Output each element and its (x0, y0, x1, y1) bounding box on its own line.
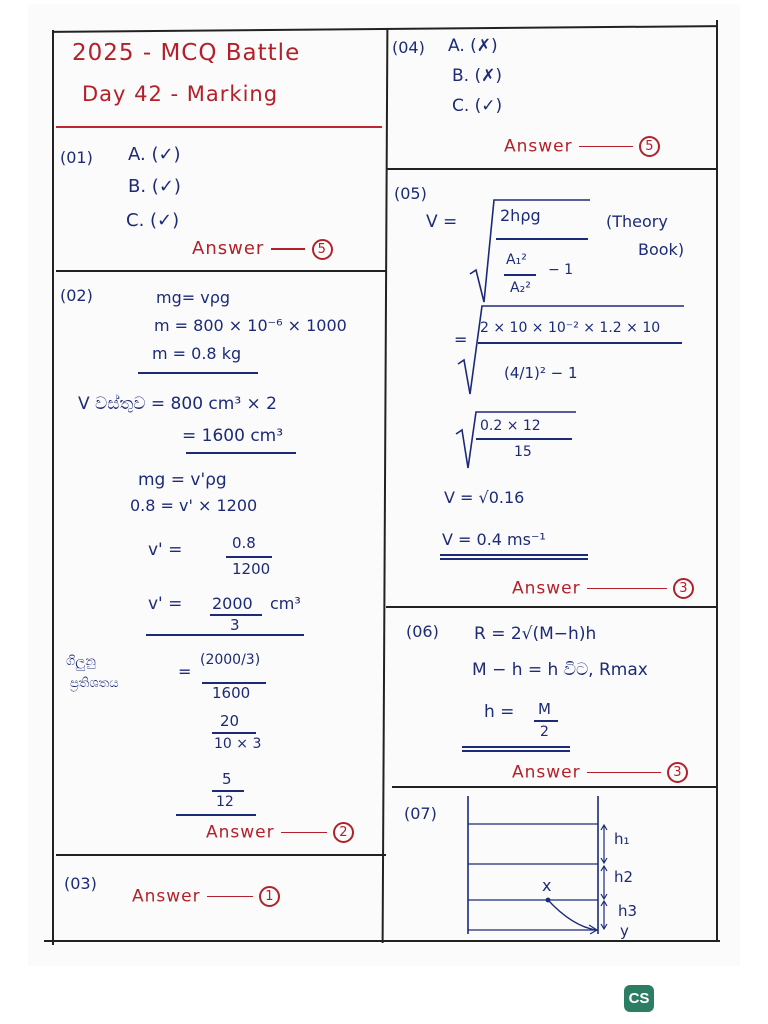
q05-f1-num: 2hρg (500, 206, 541, 225)
q02-line-11-bar (212, 732, 256, 734)
q03-label: (03) (64, 874, 97, 893)
q06-answer-label: Answer (512, 762, 581, 783)
q04-answer-label: Answer (504, 136, 573, 157)
answer-arrow-line (579, 146, 633, 148)
q02-line-9-den: 3 (230, 616, 240, 634)
q05-f2-den: (4/1)² − 1 (504, 364, 578, 382)
q01-answer-label: Answer (192, 238, 265, 259)
q02-line-9-lhs: v' = (148, 594, 183, 614)
q05-sqrt-2 (454, 302, 686, 398)
q02-line-8-den: 1200 (232, 560, 271, 578)
q02-line-12-underline (176, 814, 256, 816)
q05-line-5: V = 0.4 ms⁻¹ (442, 530, 546, 549)
q06-line-3-lhs: h = (484, 702, 515, 722)
q05-f3-bar (476, 438, 572, 440)
q03-answer (132, 886, 280, 907)
q02-line-9-unit: cm³ (270, 594, 301, 613)
q06-line-3-underline (462, 746, 570, 748)
q02-line-12-bar (212, 790, 244, 792)
q02-answer-circle: 2 (333, 822, 354, 843)
frame-right (716, 20, 718, 942)
q02-line-8-lhs: v' = (148, 540, 183, 560)
q04-answer-circle: 5 (639, 136, 660, 157)
q05-f3-num: 0.2 × 12 (480, 418, 541, 434)
q01-option-c: C. (✓) (126, 210, 180, 231)
q07-h3-label: h3 (618, 902, 638, 920)
q05-f2-num: 2 × 10 × 10⁻² × 1.2 × 10 (480, 320, 661, 336)
q02-answer-label: Answer (206, 822, 275, 843)
q02-line-12-num: 5 (222, 770, 232, 788)
q06-answer (512, 762, 688, 783)
q06-line-1: R = 2√(M−h)h (474, 624, 597, 644)
q05-f2-bar (478, 342, 682, 344)
q04-answer (504, 136, 660, 157)
q06-answer-circle: 3 (667, 762, 688, 783)
q02-line-6: mg = v'ρg (138, 470, 227, 490)
q02-line-10-eq: = (178, 662, 192, 681)
q05-f1-bar (496, 238, 588, 240)
answer-arrow-line (271, 248, 305, 250)
divider-q06-q07 (392, 786, 716, 788)
answer-arrow-line (281, 832, 327, 834)
q02-line-10-den: 1600 (212, 684, 251, 702)
q02-line-11-den: 10 × 3 (214, 736, 262, 752)
q02-line-4: V වස්තුව = 800 cm³ × 2 (78, 394, 277, 414)
q02-line-2: m = 800 × 10⁻⁶ × 1000 (154, 316, 347, 335)
q06-line-2: M − h = h විට, Rmax (472, 660, 648, 680)
title-underline (56, 126, 382, 128)
q02-line-5-underline (186, 452, 296, 454)
q05-line-4: V = √0.16 (444, 488, 525, 507)
q06-line-3-bar (534, 720, 558, 722)
q05-line-5-underline-2 (440, 558, 588, 560)
answer-arrow-line (587, 772, 661, 774)
sheet-title: 2025 - MCQ Battle (72, 40, 301, 66)
q01-label: (01) (60, 148, 93, 167)
q01-answer (192, 238, 333, 260)
q05-v-eq: V = (426, 212, 458, 232)
q02-answer (206, 822, 354, 843)
q05-f1-inner-bar (504, 274, 536, 276)
q02-line-3: m = 0.8 kg (152, 344, 242, 363)
divider-q05-q06 (386, 606, 716, 608)
q05-answer-circle: 3 (673, 578, 694, 599)
q07-x-label: x (542, 876, 552, 895)
q05-answer-label: Answer (512, 578, 581, 599)
q05-f2-eq: = (454, 330, 468, 349)
q02-line-1: mg= vρg (156, 288, 231, 307)
q07-tank-diagram (462, 794, 622, 940)
answer-arrow-line (207, 896, 253, 898)
q02-line-8-bar (226, 556, 272, 558)
q04-label: (04) (392, 38, 425, 57)
q02-line-10-num: (2000/3) (200, 652, 261, 668)
q05-f1-minus: − 1 (548, 262, 574, 278)
q02-line-9-underline (146, 634, 304, 636)
q05-line-5-underline (440, 554, 588, 556)
q02-line-3-underline (138, 372, 258, 374)
q02-line-10-lhs-1: ගිලුනු (66, 654, 96, 669)
sheet-subtitle: Day 42 - Marking (82, 82, 279, 106)
q05-f1-den-b: A₂² (510, 280, 531, 296)
q07-y-label: y (620, 922, 629, 940)
q04-option-c: C. (✓) (452, 96, 503, 116)
q05-note-1: (Theory (606, 212, 668, 231)
answer-arrow-line (587, 588, 667, 590)
frame-left (52, 30, 54, 945)
q02-label: (02) (60, 286, 93, 305)
divider-q01-q02 (56, 270, 386, 272)
camscanner-logo: CS (624, 985, 654, 1012)
q04-option-a: A. (✗) (448, 36, 498, 56)
q03-answer-label: Answer (132, 886, 201, 907)
q02-line-9-num: 2000 (212, 594, 253, 613)
q02-line-10-lhs-2: ප්‍රතිශතය (70, 676, 119, 691)
q03-answer-circle: 1 (259, 886, 280, 907)
divider-q02-q03 (56, 854, 386, 856)
q01-answer-circle: 5 (312, 239, 333, 260)
q05-f1-den-a: A₁² (506, 252, 527, 268)
q07-label: (07) (404, 804, 437, 823)
q02-line-8-num: 0.8 (232, 534, 256, 552)
q02-line-5: = 1600 cm³ (182, 426, 284, 446)
q07-h2-label: h2 (614, 868, 634, 886)
q06-label: (06) (406, 622, 439, 641)
q02-line-12-den: 12 (216, 794, 234, 810)
frame-bottom (44, 940, 720, 942)
q02-line-7: 0.8 = v' × 1200 (130, 496, 258, 515)
q06-line-3-underline-2 (462, 750, 570, 752)
q05-note-2: Book) (638, 240, 685, 259)
q06-line-3-den: 2 (540, 724, 549, 740)
q05-f3-den: 15 (514, 444, 532, 460)
q06-line-3-num: M (538, 700, 551, 718)
q01-option-b: B. (✓) (128, 176, 181, 197)
q05-label: (05) (394, 184, 427, 203)
q07-h1-label: h₁ (614, 830, 630, 848)
q02-line-11-num: 20 (220, 712, 240, 730)
divider-q04-q05 (386, 168, 716, 170)
q01-option-a: A. (✓) (128, 144, 181, 165)
q05-answer (512, 578, 694, 599)
q04-option-b: B. (✗) (452, 66, 502, 86)
